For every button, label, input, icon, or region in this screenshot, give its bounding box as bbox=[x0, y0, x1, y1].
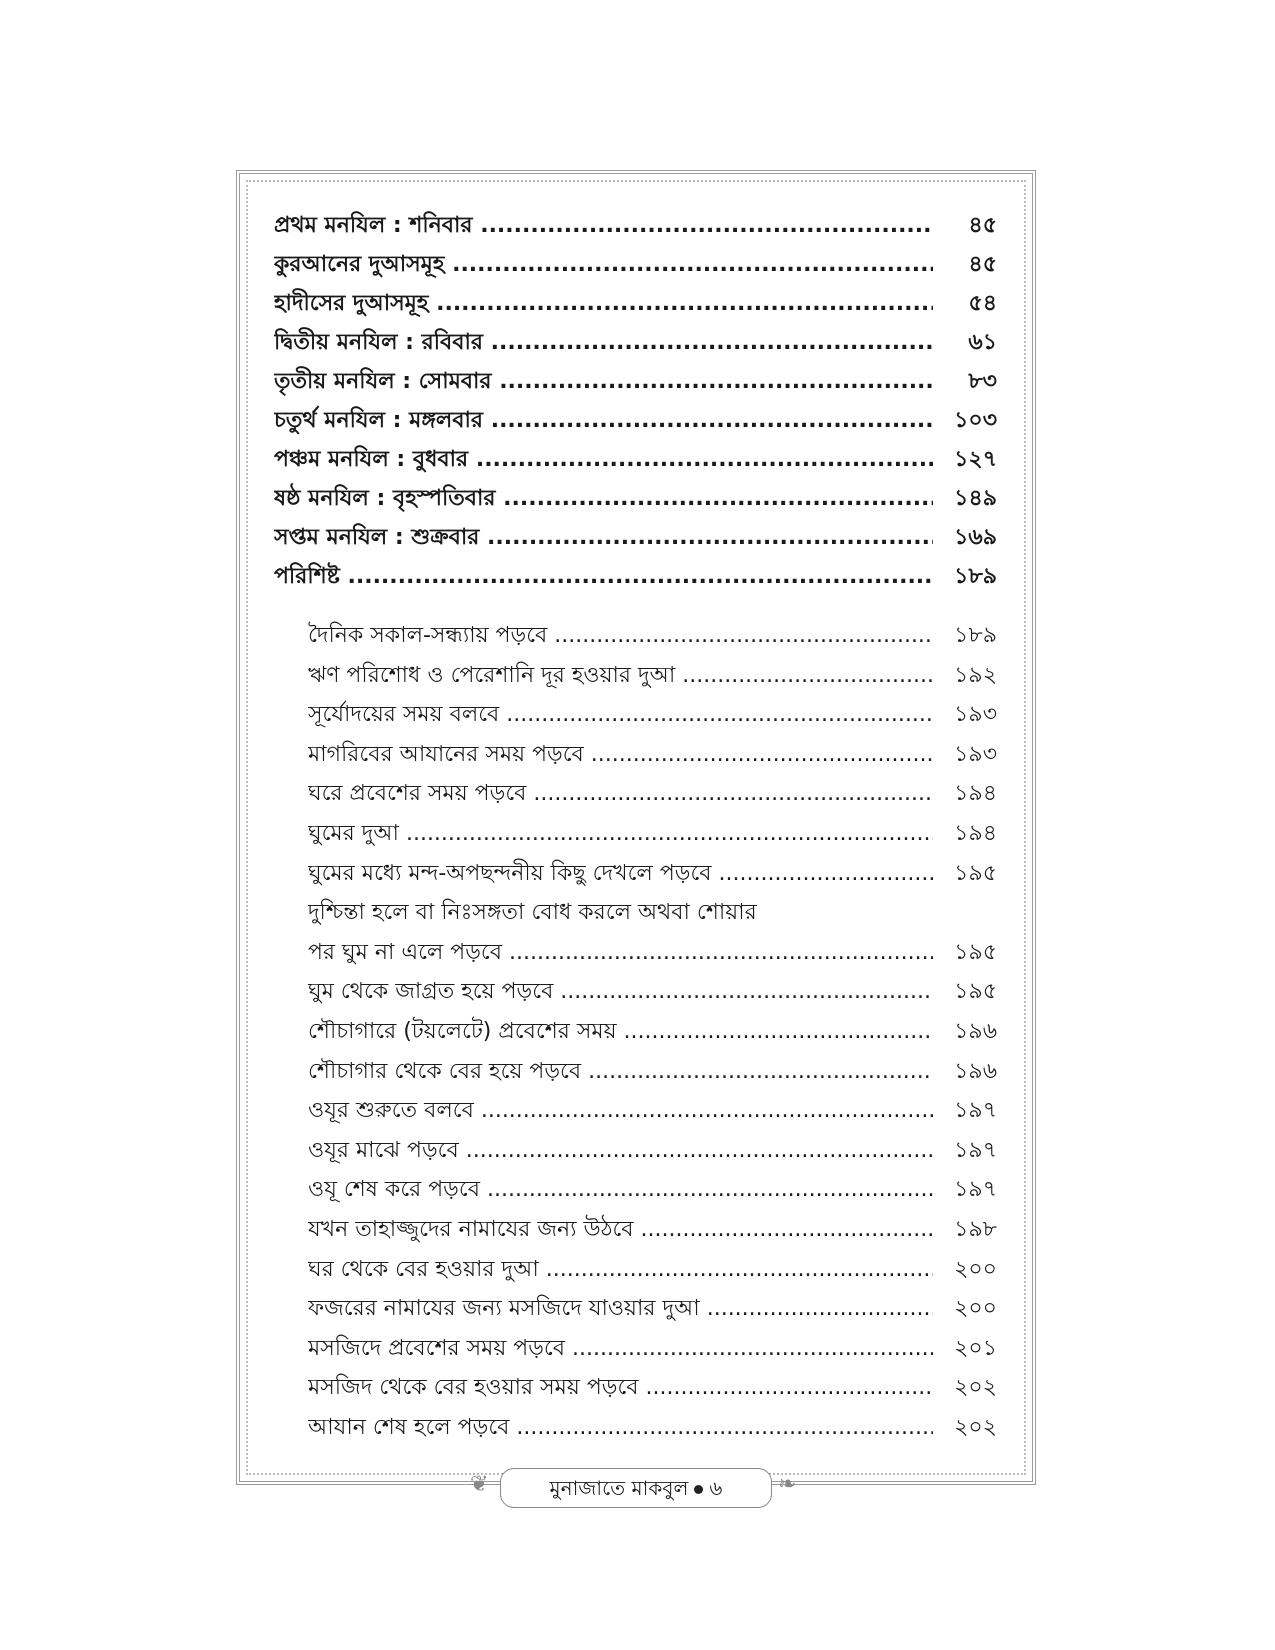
toc-entry bbox=[274, 362, 997, 401]
toc-entry-title: দ্বিতীয় মনযিল : রবিবার ..... bbox=[274, 323, 933, 362]
toc-entry-page: ১৯৫ bbox=[954, 860, 997, 886]
footer-ornament-left-icon: ❦ bbox=[470, 1472, 489, 1497]
toc-entry bbox=[274, 401, 997, 440]
toc-entry-page: ৫৪ bbox=[968, 291, 997, 316]
toc-entry-page: ১৪৯ bbox=[954, 486, 997, 511]
toc-entry-page: ২০০ bbox=[954, 1256, 997, 1282]
toc-entry-title: শৌচাগারে (টয়লেটে) প্রবেশের সময় ..... bbox=[308, 1012, 933, 1052]
toc-entry-page: ২০২ bbox=[954, 1375, 997, 1401]
footer-book-title: মুনাজাতে মাকবুল bbox=[549, 1476, 689, 1500]
toc-entry-page: ১৯৭ bbox=[954, 1098, 997, 1124]
toc-entry-title: ঘুমের মধ্যে মন্দ-অপছন্দনীয় কিছু দেখলে পড়বে ..... bbox=[308, 854, 933, 894]
toc-entry-page: ২০১ bbox=[954, 1335, 997, 1361]
toc-entry-page: ৬১ bbox=[968, 330, 997, 355]
toc-entry-title: ঘর থেকে বের হওয়ার দুআ ..... bbox=[308, 1250, 933, 1290]
toc-entry-title: ঘরে প্রবেশের সময় পড়বে ..... bbox=[308, 774, 933, 814]
toc-entry-page: ২০০ bbox=[954, 1296, 997, 1322]
toc-entry bbox=[274, 972, 997, 1012]
toc-entry-title: ওযূ শেষ করে পড়বে ..... bbox=[308, 1170, 933, 1210]
toc-entry bbox=[274, 695, 997, 735]
toc-entry bbox=[274, 1408, 997, 1448]
toc-entry bbox=[274, 1052, 997, 1092]
toc-entry bbox=[274, 774, 997, 814]
toc-entry-title: সূর্যোদয়ের সময় বলবে ..... bbox=[308, 695, 933, 735]
toc-entry bbox=[274, 206, 997, 245]
toc-entry bbox=[274, 933, 997, 973]
toc-entry bbox=[274, 893, 997, 933]
toc-entry bbox=[274, 1012, 997, 1052]
toc-entry-page: ১৯৬ bbox=[954, 1018, 997, 1044]
toc-entry-title: ওযূর মাঝে পড়বে ..... bbox=[308, 1131, 933, 1171]
toc-entry-page: ১৯৭ bbox=[954, 1177, 997, 1203]
toc-entry-title: হাদীসের দুআসমূহ ..... bbox=[274, 284, 933, 323]
footer-ornament-right-icon: ❧ bbox=[778, 1472, 797, 1497]
toc-entry-title: দৈনিক সকাল-সন্ধ্যায় পড়বে ..... bbox=[308, 616, 933, 656]
toc-entry bbox=[274, 323, 997, 362]
toc-entry bbox=[274, 245, 997, 284]
toc-entry bbox=[274, 1210, 997, 1250]
toc-entry-title: মসজিদ থেকে বের হওয়ার সময় পড়বে ..... bbox=[308, 1368, 933, 1408]
toc-entry bbox=[274, 616, 997, 656]
toc-entry-page: ২০২ bbox=[954, 1414, 997, 1440]
toc-entry-page: ১৯৫ bbox=[954, 979, 997, 1005]
toc-entry-title: তৃতীয় মনযিল : সোমবার ..... bbox=[274, 362, 933, 401]
toc-entry-title: কুরআনের দুআসমূহ ..... bbox=[274, 245, 933, 284]
toc-entry-title: পর ঘুম না এলে পড়বে ..... bbox=[308, 933, 933, 973]
table-of-contents bbox=[274, 206, 997, 1447]
toc-entry bbox=[274, 284, 997, 323]
toc-entry-page: ১৯৪ bbox=[954, 781, 997, 807]
toc-entry bbox=[274, 854, 997, 894]
toc-entry-page: ১৯৫ bbox=[954, 939, 997, 965]
toc-entry bbox=[274, 557, 997, 596]
toc-entry-title: ষষ্ঠ মনযিল : বৃহস্পতিবার ..... bbox=[274, 479, 933, 518]
toc-entry-title: ঘুম থেকে জাগ্রত হয়ে পড়বে ..... bbox=[308, 972, 933, 1012]
toc-entry bbox=[274, 1131, 997, 1171]
toc-entry-page: ১০৩ bbox=[954, 408, 997, 433]
toc-entry-page: ১৯৩ bbox=[954, 702, 997, 728]
toc-entry-title: আযান শেষ হলে পড়বে ..... bbox=[308, 1408, 933, 1448]
toc-entry-title: মাগরিবের আযানের সময় পড়বে ..... bbox=[308, 735, 933, 775]
toc-entry-title: ঋণ পরিশোধ ও পেরেশানি দূর হওয়ার দুআ ..... bbox=[308, 656, 933, 696]
toc-entry bbox=[274, 1250, 997, 1290]
toc-entry-title: শৌচাগার থেকে বের হয়ে পড়বে ..... bbox=[308, 1052, 933, 1092]
toc-entry-title: যখন তাহাজ্জুদের নামাযের জন্য উঠবে ..... bbox=[308, 1210, 933, 1250]
toc-entry-title: ঘুমের দুআ ..... bbox=[308, 814, 933, 854]
toc-entry bbox=[274, 440, 997, 479]
toc-entry bbox=[274, 1170, 997, 1210]
toc-entry-page: ১৮৯ bbox=[954, 564, 997, 589]
toc-entry-page: ৪৫ bbox=[968, 252, 997, 277]
toc-entry-page: ৪৫ bbox=[968, 213, 997, 238]
toc-entry-page: ১৬৯ bbox=[954, 525, 997, 550]
toc-entry-page: ১৯৬ bbox=[954, 1058, 997, 1084]
toc-entry bbox=[274, 1329, 997, 1369]
toc-entry-title: মসজিদে প্রবেশের সময় পড়বে ..... bbox=[308, 1329, 933, 1369]
toc-entry-page: ৮৩ bbox=[968, 369, 997, 394]
toc-entry-page: ১২৭ bbox=[954, 447, 997, 472]
toc-entry-title: ফজরের নামাযের জন্য মসজিদে যাওয়ার দুআ ..... bbox=[308, 1289, 933, 1329]
toc-entry-page: ১৯২ bbox=[954, 662, 997, 688]
toc-entry bbox=[274, 1368, 997, 1408]
toc-entry-title: পঞ্চম মনযিল : বুধবার ..... bbox=[274, 440, 933, 479]
toc-entry-page: ১৯৮ bbox=[954, 1216, 997, 1242]
toc-entry bbox=[274, 518, 997, 557]
toc-entry-page: ১৯৭ bbox=[954, 1137, 997, 1163]
bullet-icon bbox=[694, 1485, 703, 1494]
toc-entry bbox=[274, 479, 997, 518]
page-footer bbox=[500, 1468, 772, 1508]
toc-entry bbox=[274, 814, 997, 854]
toc-entry-page: ১৮৯ bbox=[954, 623, 997, 648]
toc-entry-title: পরিশিষ্ট ..... bbox=[274, 557, 933, 596]
toc-entry-page: ১৯৩ bbox=[954, 741, 997, 767]
toc-entry bbox=[274, 1289, 997, 1329]
toc-entry-title: প্রথম মনযিল : শনিবার ..... bbox=[274, 206, 933, 245]
toc-entry-title: দুশ্চিন্তা হলে বা নিঃসঙ্গতা বোধ করলে অথবা শোয়ার bbox=[308, 900, 757, 926]
toc-entry-page: ১৯৪ bbox=[954, 820, 997, 846]
toc-entry bbox=[274, 735, 997, 775]
toc-entry bbox=[274, 1091, 997, 1131]
toc-entry bbox=[274, 656, 997, 696]
toc-entry-title: ওযূর শুরুতে বলবে ..... bbox=[308, 1091, 933, 1131]
toc-entry-title: চতুর্থ মনযিল : মঙ্গলবার ..... bbox=[274, 401, 933, 440]
footer-page-number: ৬ bbox=[709, 1476, 723, 1500]
toc-entry-title: সপ্তম মনযিল : শুক্রবার ..... bbox=[274, 518, 933, 557]
